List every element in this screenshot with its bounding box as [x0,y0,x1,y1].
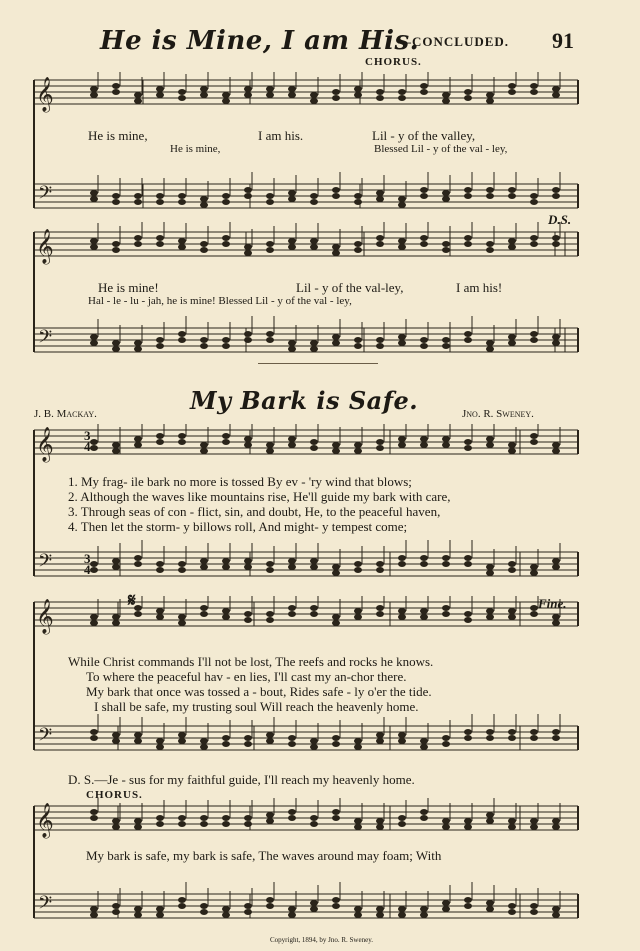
svg-text:𝄢: 𝄢 [38,183,53,208]
chorus-lyric: My bark is safe, my bark is safe, The waves around may foam; With [86,848,442,863]
segno-sign: 𝄋 [128,590,136,610]
hymn2-verse-2a: 2. Although the waves like mountains rise, He'll guide my bark with care, [68,489,451,504]
hymn1-lyric-1c: Lil - y of the valley, [372,128,476,143]
chorus-label: CHORUS. [365,56,422,68]
hymn2-verse-1b: While Christ commands I'll not be lost, The reefs and rocks he knows. [68,654,434,669]
hymn2-verse-4a: 4. Then let the storm- y billows roll, And might- y tempest come; [68,519,408,534]
svg-text:𝄞: 𝄞 [36,427,54,462]
hymn2-verse-2b: To where the peaceful hav - en lies, I'll cast my an-chor there. [86,669,407,684]
svg-text:𝄞: 𝄞 [36,229,54,264]
hymn2-verse-3b: My bark that once was tossed a - bout, Rides safe - ly o'er the tide. [86,684,432,699]
svg-text:𝄢: 𝄢 [38,551,53,576]
chorus-label-2: CHORUS. [86,789,143,801]
page-number: 91 [552,28,574,53]
ds-lyric-line: D. S.—Je - sus for my faithful guide, I'll reach my heavenly home. [68,772,415,787]
svg-text:𝄞: 𝄞 [36,803,54,838]
hymn1-sublyric-2: Hal - le - lu - jah, he is mine! Blessed Lil - y of the val - ley, [88,295,352,307]
hymn1-title: He is Mine, I am His. [100,26,420,56]
hymn1-lyric-2b: Lil - y of the val-ley, [296,280,404,295]
svg-text:𝄢: 𝄢 [38,893,53,918]
hymn2-verse-3a: 3. Through seas of con - flict, sin, and doubt, He, to the peaceful haven, [68,504,441,519]
time-signature-bass: 3 4 [84,551,91,577]
svg-text:𝄞: 𝄞 [36,77,54,112]
music-system-1 [0,72,640,220]
hymn1-lyric-2a: He is mine! [98,280,159,295]
hymn1-sublyric-1b: Blessed Lil - y of the val - ley, [374,143,508,155]
hymn1-lyric-2c: I am his! [456,280,503,295]
music-system-5 [0,798,640,948]
svg-text:𝄢: 𝄢 [38,327,53,352]
hymn2-title: My Bark is Safe. [190,386,419,415]
fine-marker: Fine. [538,596,567,611]
hymn1-lyric-1b: I am his. [258,128,304,143]
copyright-notice: Copyright, 1894, by Jno. R. Sweney. [270,936,373,944]
time-signature-treble: 3 4 [84,428,91,454]
svg-text:𝄢: 𝄢 [38,725,53,750]
divider [258,363,378,364]
svg-text:𝄞: 𝄞 [36,599,54,634]
hymn1-sublyric-1a: He is mine, [170,143,221,155]
hymn2-author: J. B. Mackay. [34,408,97,420]
hymn2-composer: Jno. R. Sweney. [462,408,534,420]
hymn2-verse-4b: I shall be safe, my trusting soul Will reach the heavenly home. [94,699,419,714]
hymn1-title-suffix: —CONCLUDED. [398,34,510,49]
hymn1-lyric-1a: He is mine, [88,128,148,143]
hymn2-verse-1a: 1. My frag- ile bark no more is tossed By ev - 'ry wind that blows; [68,474,412,489]
ds-marker: D.S. [548,212,572,227]
